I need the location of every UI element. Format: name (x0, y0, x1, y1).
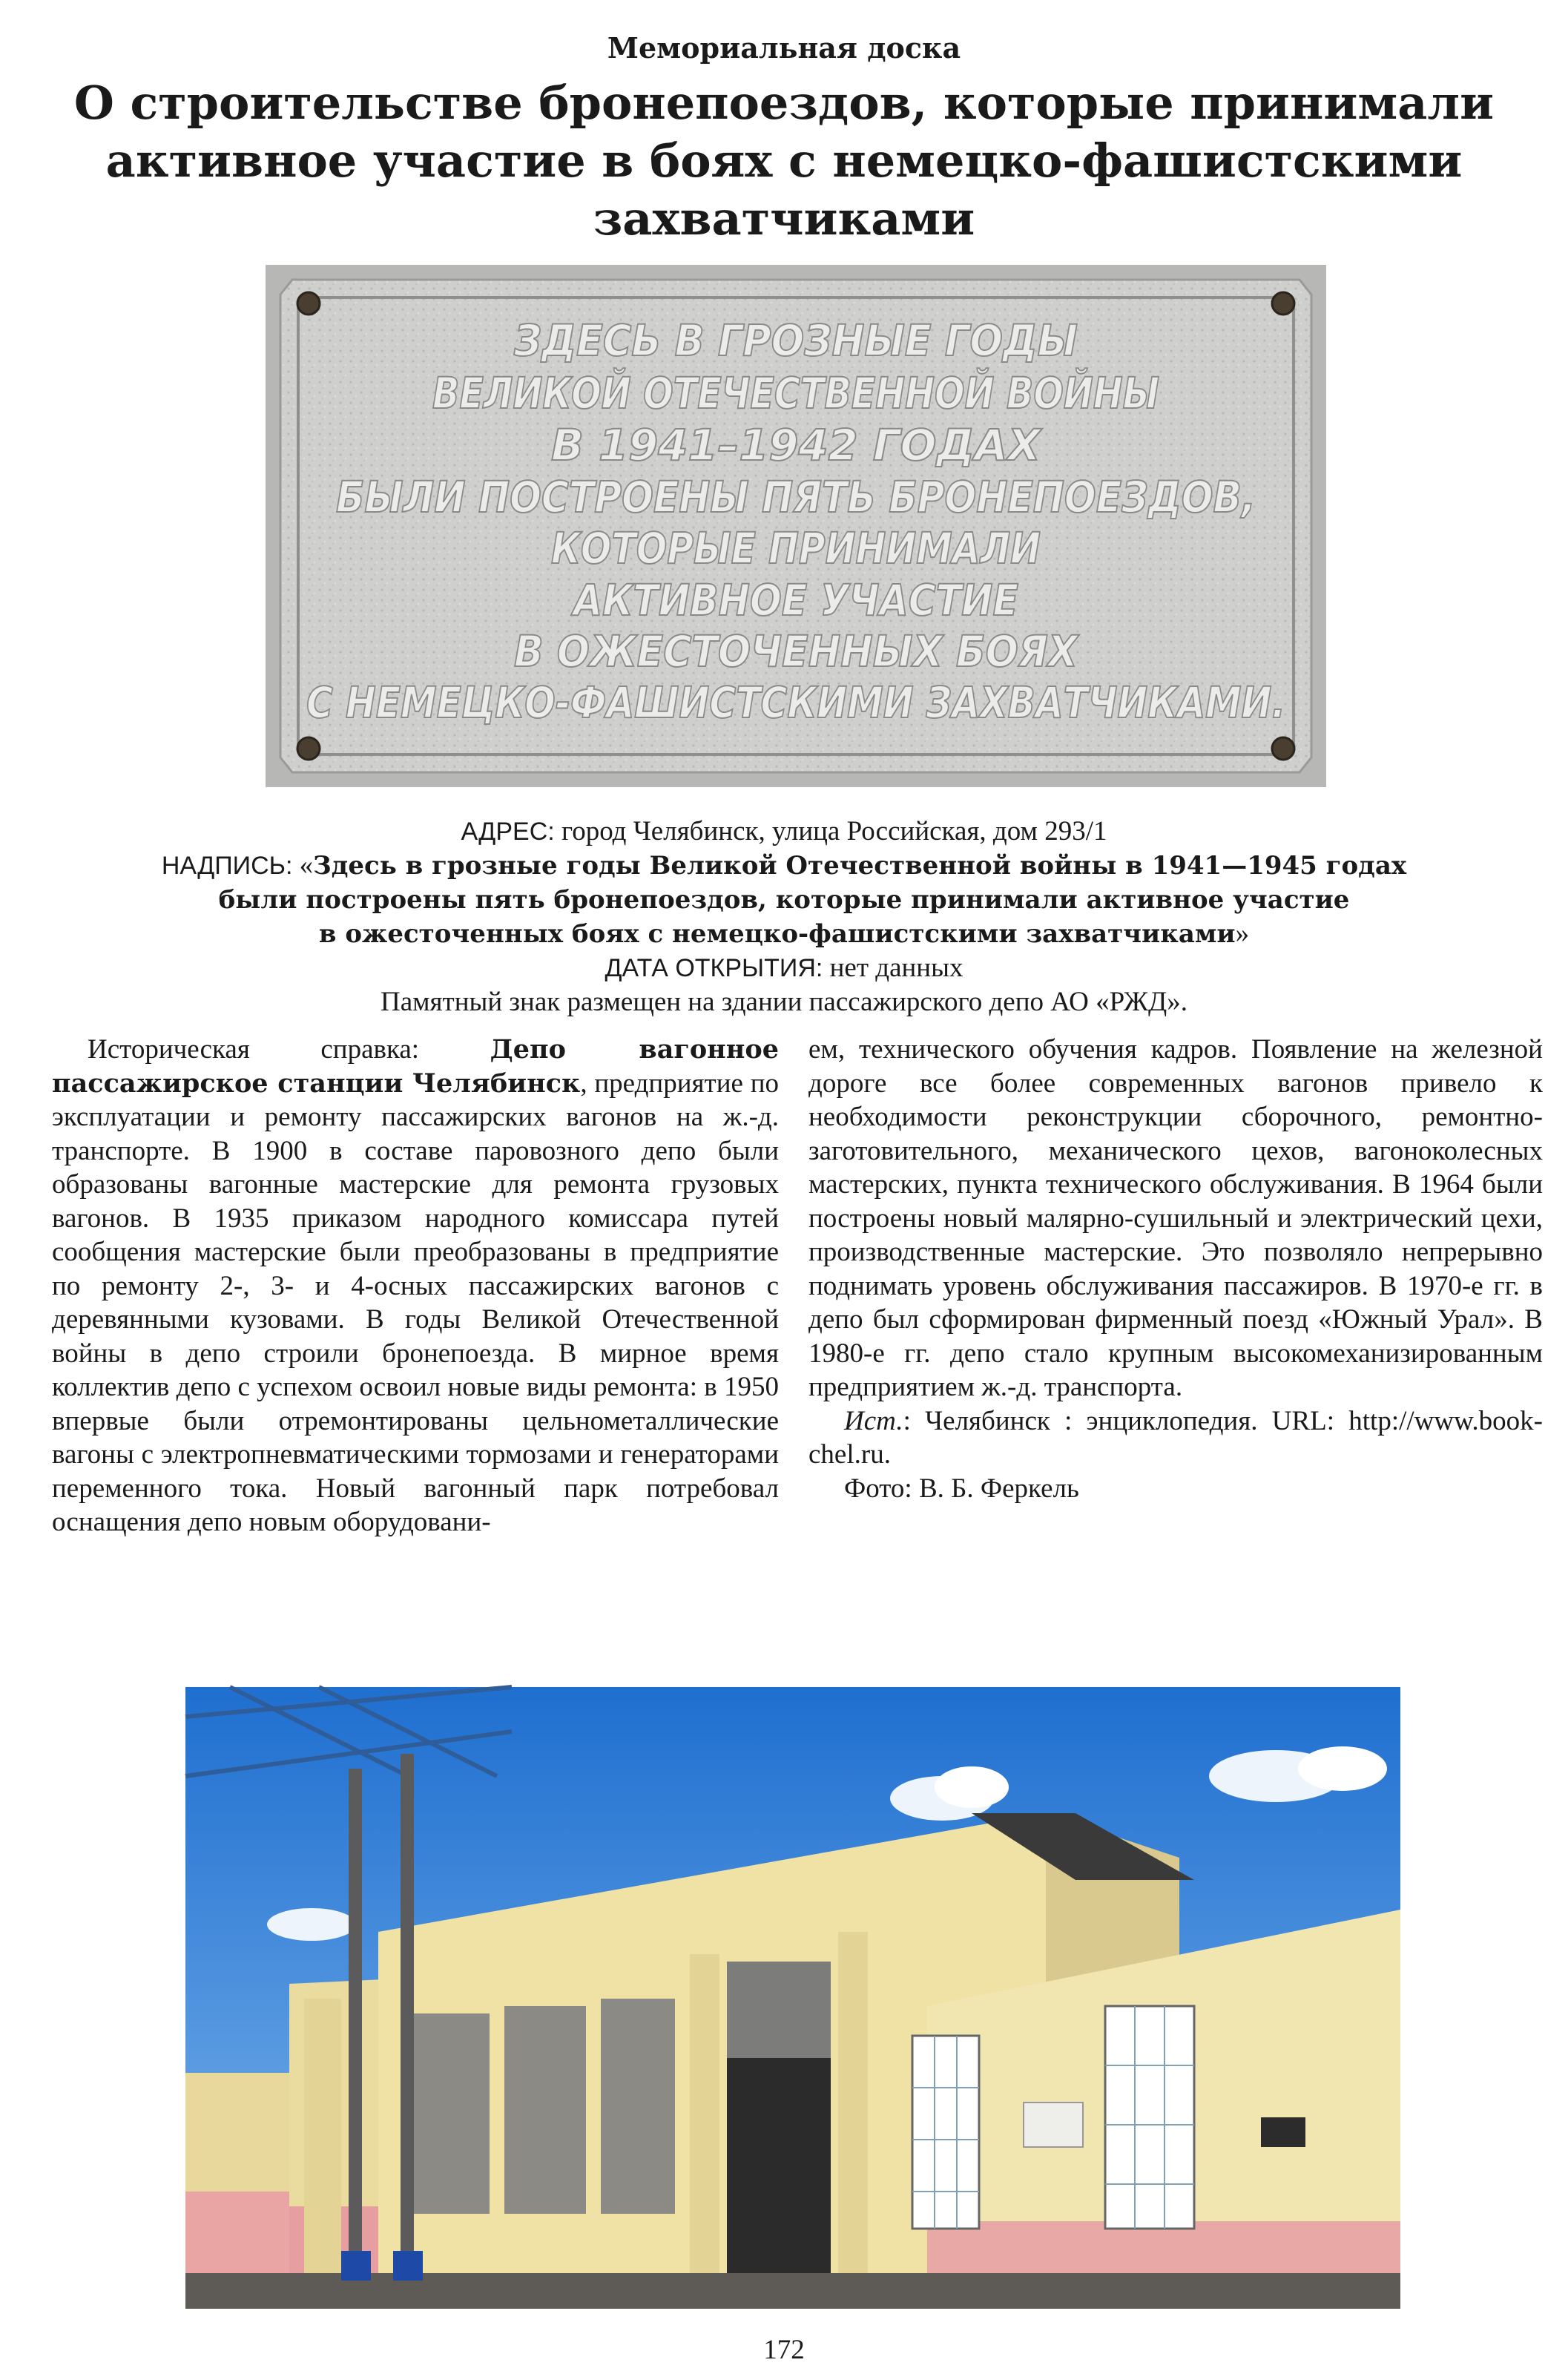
plaque-line: БЫЛИ ПОСТРОЕНЫ ПЯТЬ БРОНЕПОЕЗДОВ, (336, 472, 1256, 522)
address-line (0, 815, 1568, 849)
article-column-2 (808, 1033, 1543, 1505)
article-text: , предприятие по эксплуатации и ремонту пассажирских вагонов на ж.-д. транспорте. В 1900 в составе паровозного депо были образованы вагонные мастерские для ремонта грузовых вагонов. В 1935 приказом народного комиссара путей сообщения мастерские были преобразованы в предприятие по ремонту 2-, 3- и 4-осных пассажирских вагонов с деревянными кузовами. В годы Великой Отечественной войны в депо строили бронепоезда. В мирное время коллектив депо с успехом освоил новые виды ремонта: в 1950 впервые были отремонтированы цельнометаллические вагоны с электропневматическими тормозами и генераторами переменного тока. Новый вагонный парк потребовал оснащения депо новым оборудовани- (52, 1068, 779, 1537)
intro-bold: Депо вагонное пассажирское станции Челябинск (52, 1034, 780, 1099)
photo-credit: Фото: В. Б. Феркель (844, 1473, 1079, 1504)
article-column-1 (52, 1033, 779, 1539)
page-number: 172 (763, 2335, 805, 2365)
plaque-caption (0, 815, 1568, 1019)
plaque-line: С НЕМЕЦКО-ФАШИСТСКИМИ ЗАХВАТЧИКАМИ. (306, 677, 1285, 728)
inscription-line-3 (0, 917, 1568, 951)
inscription-line-2 (0, 883, 1568, 917)
bolt-icon (1272, 737, 1294, 760)
article-paragraph: ем, технического обучения кадров. Появление на железной дороге все более современных вагонов привело к необходимости реконструкции сборочного, ремонтно-заготовительного, механического цехов, вагоноколесных мастерских, пункта технического обслуживания. В 1964 были построены новый малярно-сушильный и электрический цехи, производственные мастерские. Это позволяло непрерывно поднимать уровень обслуживания пассажиров. В 1970-е гг. в депо был сформирован фирменный поезд «Южный Урал». В 1980-е гг. депо стало крупным высокомеханизированным предприятием ж.-д. транспорта. (808, 1034, 1543, 1402)
memorial-plaque-photo (266, 265, 1326, 787)
inscription-close-quote: » (1235, 918, 1250, 949)
source-label: Ист. (844, 1405, 903, 1436)
plaque-line: ВЕЛИКОЙ ОТЕЧЕСТВЕННОЙ ВОЙНЫ (432, 368, 1317, 418)
inscription-text: были построены пять бронепоездов, которые принимали активное участие (218, 885, 1350, 915)
inscription-label: НАДПИСЬ: (161, 852, 293, 880)
date-value: нет данных (829, 953, 963, 983)
plaque-line: В 1941–1942 ГОДАХ (551, 420, 1044, 470)
location-note: Памятный знак размещен на здании пассажирского депо АО «РЖД». (380, 987, 1188, 1017)
plaque-line: АКТИВНОЕ УЧАСТИЕ (570, 575, 1018, 625)
section-kicker: Мемориальная доска (607, 31, 961, 65)
plaque-line: В ОЖЕСТОЧЕННЫХ БОЯХ (514, 626, 1080, 677)
page-title: О строительстве бронепоездов, которые принимали активное участие в боях с немецко-фашистскими захватчиками (73, 76, 1495, 246)
source-text: : Челябинск : энциклопедия. URL: http://www.book-chel.ru. (808, 1405, 1543, 1470)
date-label: ДАТА ОТКРЫТИЯ: (605, 954, 823, 982)
address-label: АДРЕС: (461, 818, 555, 846)
intro-label: Историческая справка: (88, 1034, 420, 1065)
inscription-text: в ожесточенных боях с немецко-фашистскими захватчиками (318, 919, 1236, 949)
inscription-open-quote: « (299, 850, 314, 881)
depot-building-photo (185, 1687, 1400, 2309)
bolt-icon (297, 737, 320, 760)
bolt-icon (1272, 292, 1294, 315)
plaque-line: ЗДЕСЬ В ГРОЗНЫЕ ГОДЫ (513, 315, 1078, 366)
inscription-text: Здесь в грозные годы Великой Отечественной войны в 1941—1945 годах (313, 851, 1407, 881)
plaque-line: КОТОРЫЕ ПРИНИМАЛИ (551, 523, 1041, 573)
opening-date-line (0, 951, 1568, 985)
bolt-icon (297, 292, 320, 315)
source-line (808, 1404, 1543, 1472)
address-value: город Челябинск, улица Российская, дом 293/1 (561, 816, 1107, 846)
inscription-line-1 (0, 849, 1568, 883)
article-paragraph (52, 1033, 779, 1539)
